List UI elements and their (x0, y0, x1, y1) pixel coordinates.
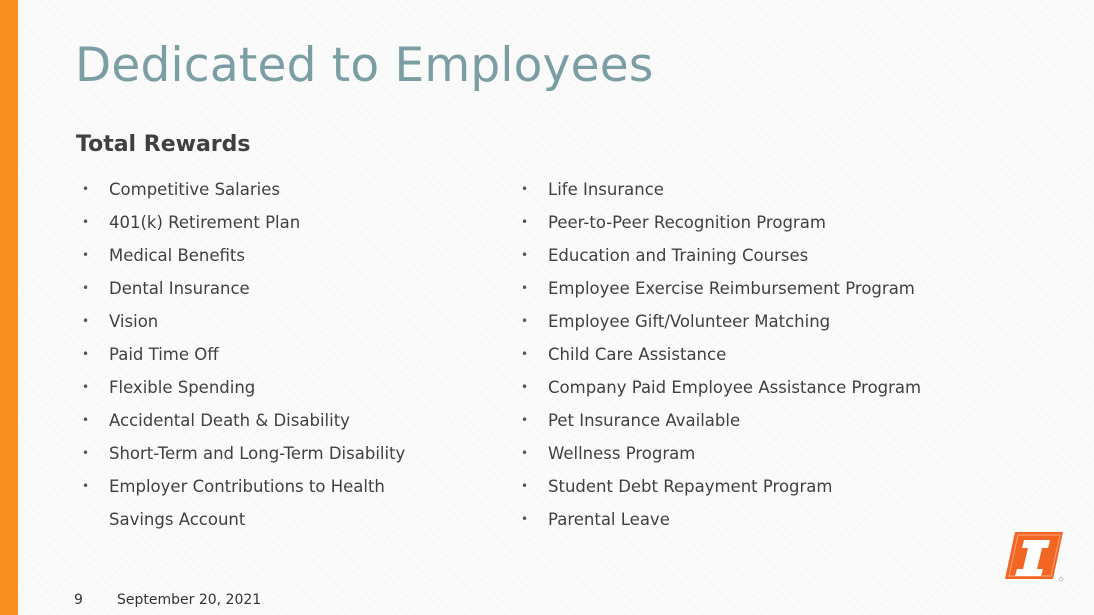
list-item-text: Competitive Salaries (109, 180, 280, 199)
list-item-text: Student Debt Repayment Program (548, 477, 833, 496)
benefits-list-right (521, 173, 941, 536)
list-item-text: Short-Term and Long-Term Disability (109, 444, 406, 463)
list-item-text: Employer Contributions to Health (109, 477, 385, 496)
list-item-text: Vision (109, 312, 159, 331)
list-item-text: Child Care Assistance (548, 345, 727, 364)
list-item-text-continued: Savings Account (109, 510, 246, 529)
bullet-icon: • (521, 182, 529, 196)
bullet-icon: • (521, 248, 529, 262)
list-item (521, 437, 941, 470)
list-item (521, 239, 941, 272)
bullet-icon: • (521, 446, 529, 460)
list-item (82, 470, 442, 536)
list-item-text: Accidental Death & Disability (109, 411, 350, 430)
footer-date: September 20, 2021 (117, 592, 262, 608)
bullet-icon: • (82, 182, 90, 196)
list-item-text: Parental Leave (548, 510, 670, 529)
bullet-icon: • (521, 512, 529, 526)
list-item-text: Life Insurance (548, 180, 664, 199)
bullet-icon: • (82, 347, 90, 361)
list-item (521, 404, 941, 437)
list-item-text: Company Paid Employee Assistance Program (548, 378, 922, 397)
list-item-text: Medical Benefits (109, 246, 245, 265)
bullet-icon: • (82, 479, 90, 493)
page-number: 9 (74, 592, 83, 608)
list-item (82, 173, 442, 206)
list-item (521, 272, 941, 305)
list-item-text: Peer-to-Peer Recognition Program (548, 213, 826, 232)
bullet-icon: • (82, 314, 90, 328)
bullet-icon: • (521, 215, 529, 229)
bullet-icon: • (521, 479, 529, 493)
list-item (82, 338, 442, 371)
company-logo-icon (1003, 528, 1065, 583)
bullet-icon: • (521, 347, 529, 361)
list-item (82, 404, 442, 437)
bullet-icon: • (82, 446, 90, 460)
bullet-icon: • (521, 314, 529, 328)
list-item (521, 338, 941, 371)
list-item (521, 503, 941, 536)
list-item (521, 470, 941, 503)
list-item-text: Employee Exercise Reimbursement Program (548, 279, 915, 298)
bullet-icon: • (521, 380, 529, 394)
bullet-icon: • (521, 281, 529, 295)
list-item-text: Employee Gift/Volunteer Matching (548, 312, 831, 331)
list-item-text: Pet Insurance Available (548, 411, 741, 430)
list-item (82, 239, 442, 272)
list-item (521, 305, 941, 338)
list-item-text: Dental Insurance (109, 279, 250, 298)
list-item-text: Wellness Program (548, 444, 696, 463)
list-item (521, 173, 941, 206)
bullet-icon: • (82, 281, 90, 295)
benefits-list-left (82, 173, 442, 536)
list-item-text: 401(k) Retirement Plan (109, 213, 301, 232)
bullet-icon: • (82, 413, 90, 427)
list-item-text: Education and Training Courses (548, 246, 809, 265)
slide-subtitle: Total Rewards (76, 132, 251, 157)
list-item (82, 305, 442, 338)
list-item (82, 272, 442, 305)
list-item-text: Flexible Spending (109, 378, 256, 397)
accent-bar (0, 0, 18, 615)
slide-title: Dedicated to Employees (75, 38, 654, 93)
list-item (521, 206, 941, 239)
list-item (82, 371, 442, 404)
bullet-icon: • (82, 248, 90, 262)
list-item (82, 437, 442, 470)
bullet-icon: • (82, 380, 90, 394)
list-item (82, 206, 442, 239)
bullet-icon: • (82, 215, 90, 229)
list-item-text: Paid Time Off (109, 345, 219, 364)
bullet-icon: • (521, 413, 529, 427)
list-item (521, 371, 941, 404)
